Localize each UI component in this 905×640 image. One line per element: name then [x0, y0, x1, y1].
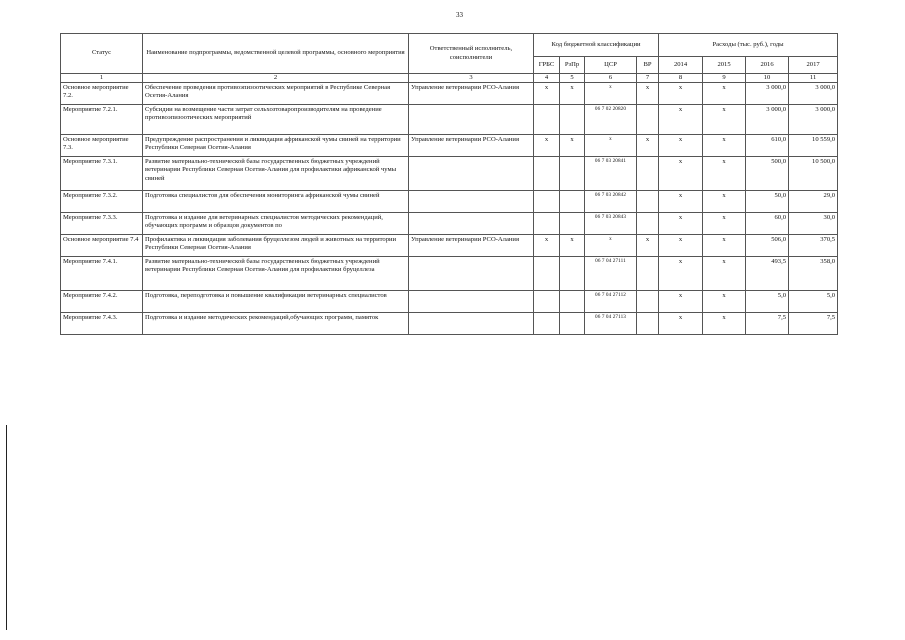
header-executor: Ответственный исполнитель, соисполнители — [409, 34, 534, 74]
row-expense-2016: 3 000,0 — [746, 83, 789, 105]
row-vr — [637, 213, 659, 235]
row-expense-2015: х — [703, 213, 746, 235]
row-vr — [637, 291, 659, 313]
row-name: Развитие материально-технической базы государственных бюджетных учреждений ветеринарии Республики Северная Осетия-Алания для профилактики африканской чумы свиней — [143, 157, 409, 191]
row-status: Мероприятие 7.4.1. — [61, 257, 143, 291]
row-status: Основное мероприятие 7.3. — [61, 135, 143, 157]
table-row — [61, 313, 838, 335]
column-number: 6 — [585, 74, 637, 83]
row-name: Подготовка, переподготовка и повышение квалификации ветеринарных специалистов — [143, 291, 409, 313]
row-executor: Управление ветеринарии РСО-Алания — [409, 83, 534, 105]
row-vr: х — [637, 135, 659, 157]
row-executor — [409, 191, 534, 213]
header-name: Наименование подпрограммы, ведомственной целевой программы, основного мероприятия — [143, 34, 409, 74]
row-executor — [409, 105, 534, 135]
column-number-row — [61, 74, 838, 83]
row-rzpr — [560, 105, 585, 135]
row-name: Субсидии на возмещение части затрат сельхозтоваропроизводителям на проведение противоэпизоотических мероприятий — [143, 105, 409, 135]
row-grbs: х — [534, 135, 560, 157]
table-row — [61, 135, 838, 157]
header-rzpr: РзПр — [560, 57, 585, 74]
row-expense-2014: х — [659, 213, 703, 235]
header-budget-code: Код бюджетной классификации — [534, 34, 659, 57]
row-expense-2016: 7,5 — [746, 313, 789, 335]
row-grbs — [534, 191, 560, 213]
header-csr: ЦСР — [585, 57, 637, 74]
column-number: 11 — [789, 74, 838, 83]
row-rzpr — [560, 257, 585, 291]
row-expense-2017: 358,0 — [789, 257, 838, 291]
column-number: 1 — [61, 74, 143, 83]
row-csr: 06 7 03 20842 — [585, 191, 637, 213]
table-row — [61, 257, 838, 291]
row-expense-2014: х — [659, 157, 703, 191]
row-grbs: х — [534, 235, 560, 257]
row-expense-2015: х — [703, 257, 746, 291]
row-name: Подготовка специалистов для обеспечения мониторинга африканской чумы свиней — [143, 191, 409, 213]
column-number: 9 — [703, 74, 746, 83]
row-expense-2016: 60,0 — [746, 213, 789, 235]
row-expense-2016: 610,0 — [746, 135, 789, 157]
column-number: 10 — [746, 74, 789, 83]
row-status: Основное мероприятие 7.2. — [61, 83, 143, 105]
row-csr: х — [585, 83, 637, 105]
row-csr: х — [585, 135, 637, 157]
row-vr — [637, 191, 659, 213]
row-csr: х — [585, 235, 637, 257]
row-expense-2017: 7,5 — [789, 313, 838, 335]
row-executor: Управление ветеринарии РСО-Алания — [409, 235, 534, 257]
table-row — [61, 191, 838, 213]
row-status: Мероприятие 7.4.3. — [61, 313, 143, 335]
column-number: 3 — [409, 74, 534, 83]
program-table — [60, 33, 838, 335]
row-csr: 06 7 03 20841 — [585, 157, 637, 191]
column-number: 7 — [637, 74, 659, 83]
row-expense-2016: 500,0 — [746, 157, 789, 191]
row-expense-2017: 10 559,0 — [789, 135, 838, 157]
row-status: Основное мероприятие 7.4 — [61, 235, 143, 257]
row-expense-2014: х — [659, 313, 703, 335]
row-vr — [637, 257, 659, 291]
row-name: Развитие материально-технической базы государственных бюджетных учреждений ветеринарии Республики Северная Осетия-Алания для профилактики бруцеллеза — [143, 257, 409, 291]
header-year-2016: 2016 — [746, 57, 789, 74]
table-row — [61, 105, 838, 135]
row-expense-2015: х — [703, 291, 746, 313]
row-grbs — [534, 291, 560, 313]
row-csr: 06 7 03 20843 — [585, 213, 637, 235]
row-executor: Управление ветеринарии РСО-Алания — [409, 135, 534, 157]
row-rzpr — [560, 191, 585, 213]
row-executor — [409, 213, 534, 235]
row-expense-2016: 506,0 — [746, 235, 789, 257]
row-expense-2015: х — [703, 135, 746, 157]
row-expense-2016: 493,5 — [746, 257, 789, 291]
row-grbs — [534, 105, 560, 135]
row-vr: х — [637, 235, 659, 257]
header-year-2014: 2014 — [659, 57, 703, 74]
page-number: 33 — [456, 11, 463, 19]
header-year-2015: 2015 — [703, 57, 746, 74]
row-expense-2016: 50,0 — [746, 191, 789, 213]
table-row — [61, 235, 838, 257]
row-grbs — [534, 313, 560, 335]
row-vr: х — [637, 83, 659, 105]
row-name: Подготовка и издание для ветеринарных специалистов методических рекомендаций, обучающих программ и образцов документов по — [143, 213, 409, 235]
row-expense-2015: х — [703, 105, 746, 135]
row-executor — [409, 313, 534, 335]
row-name: Профилактика и ликвидация заболевания бруцеллезом людей и животных на территории Республики Северная Осетия-Алания — [143, 235, 409, 257]
row-csr: 06 7 04 27113 — [585, 313, 637, 335]
row-grbs: х — [534, 83, 560, 105]
row-status: Мероприятие 7.4.2. — [61, 291, 143, 313]
row-rzpr: х — [560, 135, 585, 157]
header-vr: ВР — [637, 57, 659, 74]
row-executor — [409, 257, 534, 291]
header-year-2017: 2017 — [789, 57, 838, 74]
row-executor — [409, 157, 534, 191]
row-executor — [409, 291, 534, 313]
row-vr — [637, 313, 659, 335]
column-number: 4 — [534, 74, 560, 83]
table-row — [61, 83, 838, 105]
row-rzpr: х — [560, 235, 585, 257]
row-status: Мероприятие 7.3.2. — [61, 191, 143, 213]
row-expense-2017: 29,0 — [789, 191, 838, 213]
row-expense-2017: 3 000,0 — [789, 83, 838, 105]
header-row-1 — [61, 34, 838, 57]
row-grbs — [534, 257, 560, 291]
row-expense-2015: х — [703, 83, 746, 105]
row-rzpr — [560, 291, 585, 313]
row-expense-2014: х — [659, 83, 703, 105]
row-expense-2014: х — [659, 235, 703, 257]
scan-edge-line — [6, 425, 7, 630]
row-expense-2015: х — [703, 313, 746, 335]
row-expense-2016: 3 000,0 — [746, 105, 789, 135]
header-grbs: ГРБС — [534, 57, 560, 74]
row-expense-2017: 10 500,0 — [789, 157, 838, 191]
row-expense-2017: 30,0 — [789, 213, 838, 235]
row-expense-2014: х — [659, 135, 703, 157]
row-name: Предупреждение распространения и ликвидация африканской чумы свиней на территории Республики Северная Осетия-Алания — [143, 135, 409, 157]
row-expense-2015: х — [703, 157, 746, 191]
row-expense-2014: х — [659, 257, 703, 291]
row-grbs — [534, 157, 560, 191]
row-csr: 06 7 02 20820 — [585, 105, 637, 135]
row-csr: 06 7 04 27112 — [585, 291, 637, 313]
column-number: 5 — [560, 74, 585, 83]
table-row — [61, 291, 838, 313]
row-csr: 06 7 04 27111 — [585, 257, 637, 291]
row-rzpr — [560, 213, 585, 235]
row-vr — [637, 157, 659, 191]
row-rzpr — [560, 157, 585, 191]
row-rzpr — [560, 313, 585, 335]
row-rzpr: х — [560, 83, 585, 105]
row-status: Мероприятие 7.3.3. — [61, 213, 143, 235]
column-number: 2 — [143, 74, 409, 83]
row-status: Мероприятие 7.3.1. — [61, 157, 143, 191]
row-expense-2017: 3 000,0 — [789, 105, 838, 135]
row-expense-2014: х — [659, 105, 703, 135]
row-expense-2016: 5,0 — [746, 291, 789, 313]
row-name: Обеспечение проведения противоэпизоотических мероприятий в Республике Северная Осетия-Алания — [143, 83, 409, 105]
row-grbs — [534, 213, 560, 235]
row-expense-2015: х — [703, 235, 746, 257]
header-expenses: Расходы (тыс. руб.), годы — [659, 34, 838, 57]
column-number: 8 — [659, 74, 703, 83]
row-name: Подготовка и издание методических рекомендаций,обучающих программ, памяток — [143, 313, 409, 335]
table-row — [61, 213, 838, 235]
row-expense-2014: х — [659, 291, 703, 313]
header-status: Статус — [61, 34, 143, 74]
row-expense-2014: х — [659, 191, 703, 213]
row-expense-2017: 370,5 — [789, 235, 838, 257]
row-status: Мероприятие 7.2.1. — [61, 105, 143, 135]
table-row — [61, 157, 838, 191]
row-expense-2017: 5,0 — [789, 291, 838, 313]
row-vr — [637, 105, 659, 135]
row-expense-2015: х — [703, 191, 746, 213]
